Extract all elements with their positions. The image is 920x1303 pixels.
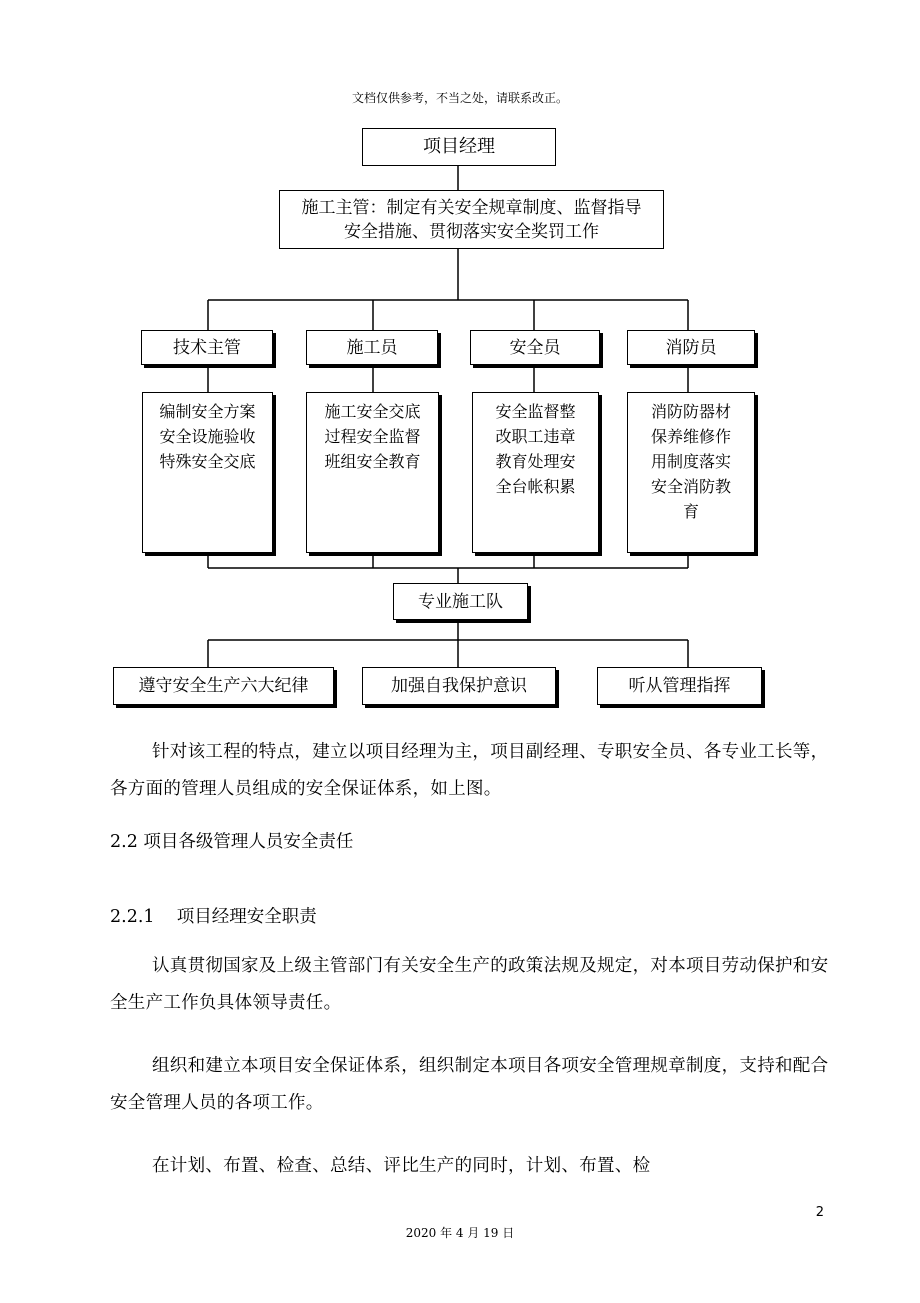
rule-box-self-protection: 加强自我保护意识 [362,667,556,705]
duty-box-safety-officer: 安全监督整 改职工违章 教育处理安 全台帐积累 [472,392,599,553]
duty-box-tech-lead: 编制安全方案 安全设施验收 特殊安全交底 [142,392,273,553]
section-heading-2-2: 2.2 项目各级管理人员安全责任 [110,832,354,852]
header-note: 文档仅供参考，不当之处，请联系改正。 [351,91,568,105]
org-box-role-tech-lead: 技术主管 [141,330,273,365]
org-box-role-safety-officer: 安全员 [470,330,600,365]
org-box-role-fire-officer: 消防员 [627,330,755,365]
paragraph-intro: 针对该工程的特点，建立以项目经理为主，项目副经理、专职安全员、各专业工长等，各方面的管理人员组成的安全保证体系，如上图。 [110,742,829,799]
paragraph-1: 认真贯彻国家及上级主管部门有关安全生产的政策法规及规定，对本项目劳动保护和安全生产工作负具体领导责任。 [110,956,829,1013]
footer-date: 2020 年 4 月 19 日 [405,1226,515,1240]
section-heading-2-2-1: 2.2.1 项目经理安全职责 [110,907,317,927]
paragraph-3: 在计划、布置、检查、总结、评比生产的同时，计划、布置、检 [152,1156,651,1176]
page-number: 2 [815,1205,824,1220]
rule-box-follow-command: 听从管理指挥 [597,667,762,705]
org-box-specialist-team: 专业施工队 [393,583,528,620]
org-box-project-manager: 项目经理 [362,128,556,166]
org-box-construction-supervisor: 施工主管：制定有关安全规章制度、监督指导 安全措施、贯彻落实安全奖罚工作 [279,190,664,249]
org-box-role-construction-officer: 施工员 [306,330,438,365]
rule-box-discipline: 遵守安全生产六大纪律 [113,667,334,705]
paragraph-2: 组织和建立本项目安全保证体系，组织制定本项目各项安全管理规章制度，支持和配合安全管理人员的各项工作。 [110,1056,829,1113]
duty-box-fire-officer: 消防防器材 保养维修作 用制度落实 安全消防教 育 [627,392,755,553]
duty-box-construction-officer: 施工安全交底 过程安全监督 班组安全教育 [306,392,439,553]
